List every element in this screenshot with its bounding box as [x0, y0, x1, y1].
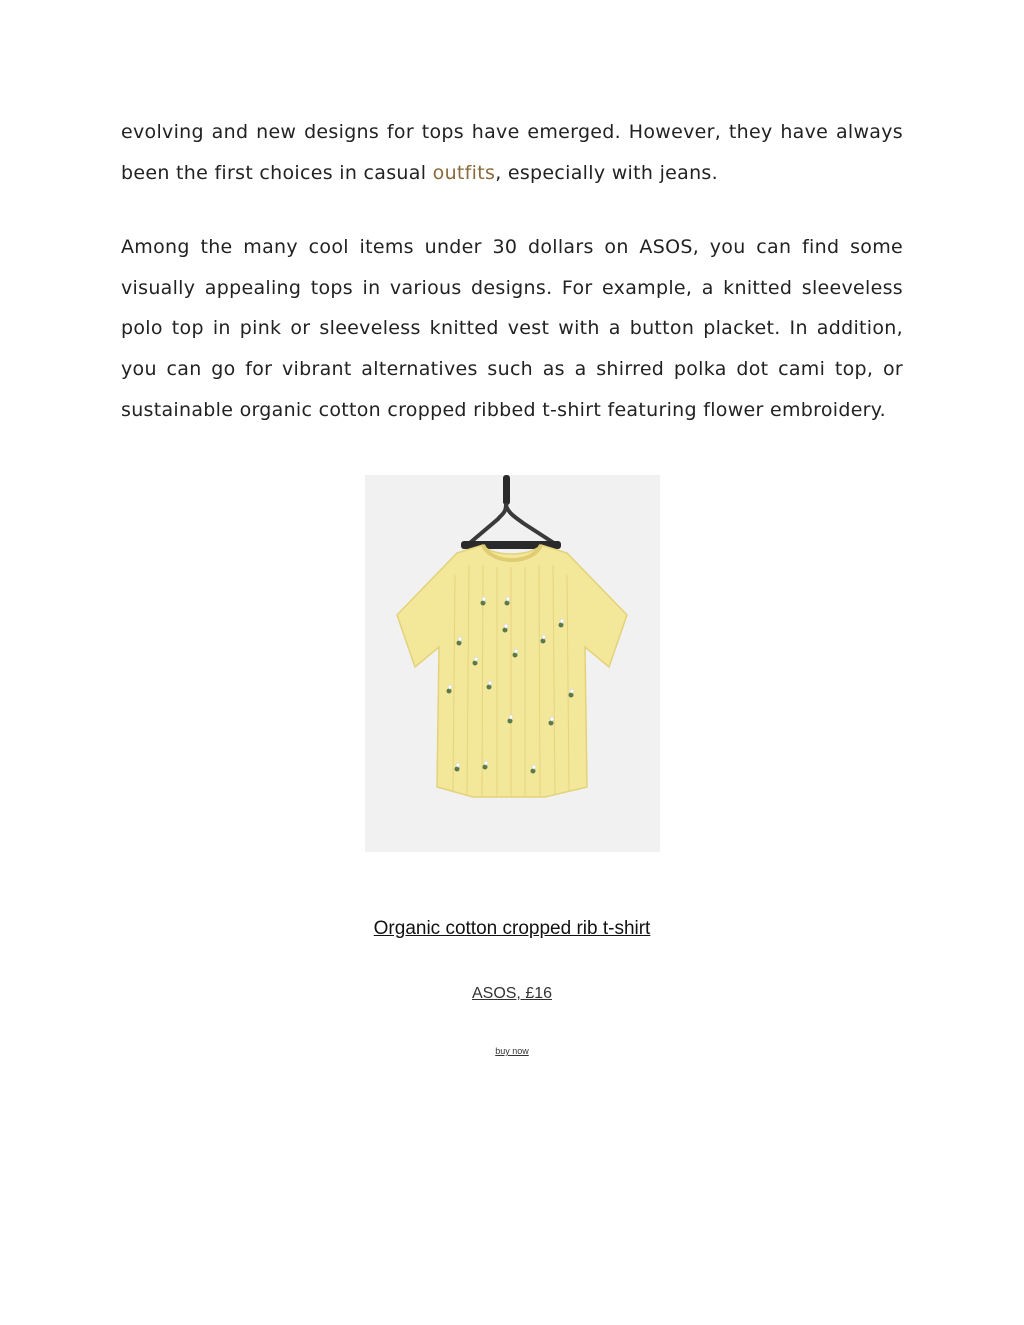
paragraph-text-before: evolving and new designs for tops have emerged. However, they have always been the first choices in casual — [121, 121, 903, 184]
product-image[interactable] — [365, 475, 660, 852]
product-price — [0, 985, 1024, 1003]
tshirt-icon — [365, 475, 660, 852]
article-body — [121, 112, 903, 430]
product-title — [0, 918, 1024, 940]
paragraph-tops-intro — [121, 112, 903, 193]
buy-now-link[interactable]: buy now — [495, 1046, 529, 1056]
buy-now — [0, 1046, 1024, 1056]
product-title-link[interactable]: Organic cotton cropped rib t-shirt — [373, 918, 651, 939]
outfits-link[interactable]: outfits — [432, 161, 496, 184]
paragraph-text-after: , especially with jeans. — [495, 161, 718, 184]
product-price-link[interactable]: ASOS, £16 — [471, 985, 553, 1002]
paragraph-asos-tops: Among the many cool items under 30 dollars on ASOS, you can find some visually appealing tops in various designs. For example, a knitted sleeveless polo top in pink or sleeveless knitted vest with a button placket. In addition, you can go for vibrant alternatives such as a shirred polka dot cami top, or sustainable organic cotton cropped ribbed t-shirt featuring flower embroidery. — [121, 236, 903, 421]
